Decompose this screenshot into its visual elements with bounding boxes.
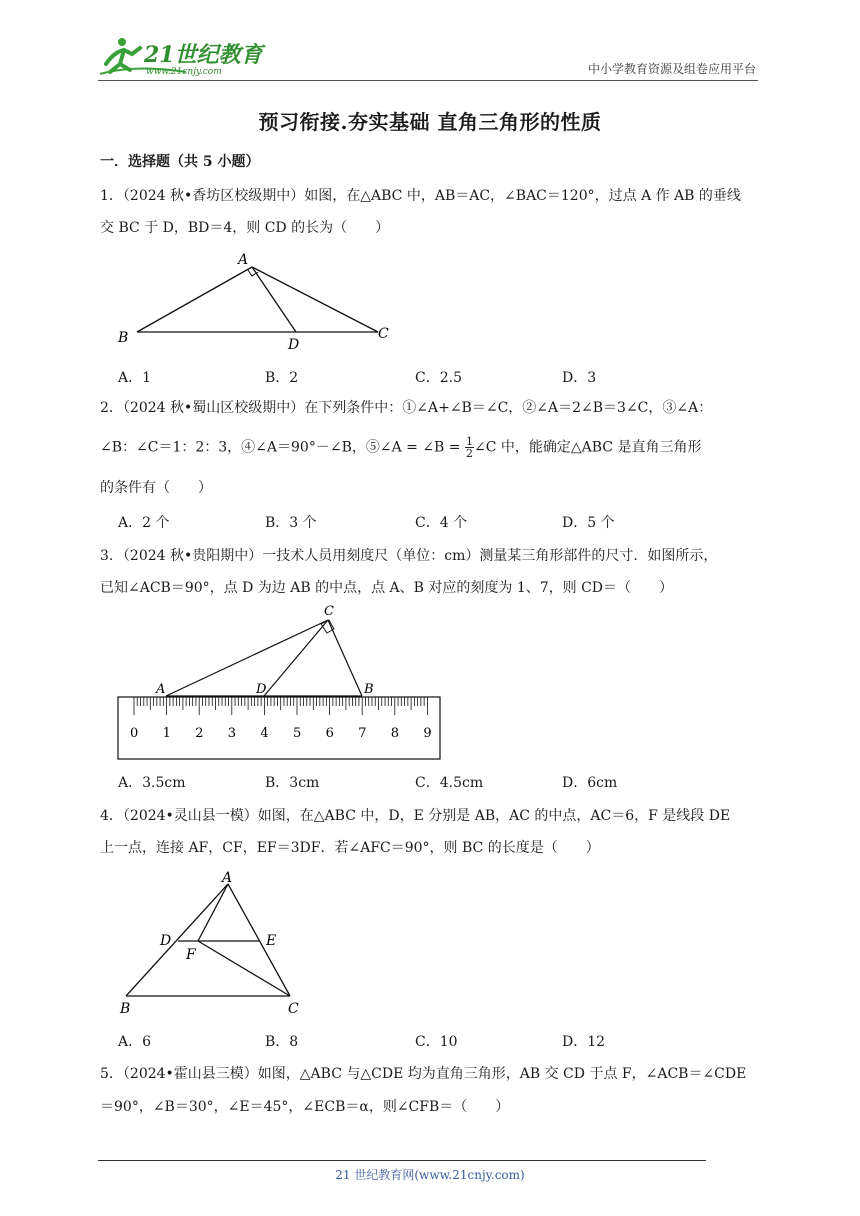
q3-label-d: D [256, 682, 267, 697]
ruler-number: 4 [260, 726, 269, 741]
q3-option-a[interactable]: A．3.5cm [118, 775, 186, 791]
q4-label-f: F [186, 947, 196, 963]
q1-label-a: A [238, 252, 249, 268]
q4-label-e: E [266, 933, 277, 949]
q2-option-d[interactable]: D．5 个 [562, 515, 615, 531]
ruler-number: 5 [293, 726, 302, 741]
q1-option-d[interactable]: D．3 [562, 370, 597, 386]
ruler-number: 8 [390, 726, 400, 741]
q1-figure [110, 250, 410, 354]
q1-label-c: C [378, 326, 389, 342]
footer-text: 21 世纪教育网(www.21cnjy.com) [335, 1168, 525, 1182]
ruler-number: 7 [358, 726, 367, 741]
q3-label-a: A [156, 682, 166, 697]
q2-line2-end: ∠C 中，能确定△ABC 是直角三角形 [473, 439, 702, 456]
section-heading: 一．选择题（共 5 小题） [100, 154, 260, 170]
q3-figure [116, 600, 446, 770]
q4-option-a[interactable]: A．6 [118, 1034, 152, 1050]
header-platform-text: 中小学教育资源及组卷应用平台 [587, 62, 756, 76]
q2-line3: 的条件有（ ） [100, 480, 212, 496]
ruler-number: 9 [423, 726, 432, 741]
q2-option-a[interactable]: A．2 个 [118, 515, 170, 531]
q4-option-c[interactable]: C．10 [415, 1034, 458, 1050]
q4-option-d[interactable]: D．12 [562, 1034, 606, 1050]
q3-option-d[interactable]: D．6cm [562, 775, 618, 791]
ruler-number: 3 [227, 726, 237, 741]
q3-option-b[interactable]: B．3cm [265, 775, 320, 791]
q2-frac-num: 1 [465, 435, 473, 448]
page-title: 预习衔接.夯实基础 直角三角形的性质 [258, 110, 602, 134]
q4-figure [112, 868, 312, 1022]
q4-label-d: D [160, 933, 172, 949]
header-divider [98, 80, 758, 81]
ruler-number: 2 [195, 726, 204, 741]
ruler-number: 0 [130, 726, 139, 741]
q3-line2: 已知∠ACB＝90°，点 D 为边 AB 的中点，点 A、B 对应的刻度为 1、7，则 CD＝（ ） [100, 580, 674, 596]
q4-option-b[interactable]: B．8 [265, 1034, 299, 1050]
q4-line2: 上一点，连接 AF，CF，EF＝3DF．若∠AFC＝90°，则 BC 的长度是（ ） [100, 840, 600, 856]
ruler-number: 1 [162, 726, 171, 741]
q2-option-c[interactable]: C．4 个 [415, 515, 468, 531]
q2-line2-start: ∠B：∠C＝1：2：3，④∠A＝90°－∠B，⑤∠A = ∠B = [100, 439, 465, 456]
q3-label-b: B [364, 682, 374, 697]
q1-label-b: B [118, 330, 129, 346]
q4-label-a: A [222, 870, 233, 886]
q5-line2: ＝90°，∠B＝30°，∠E＝45°，∠ECB＝α，则∠CFB＝（ ） [100, 1099, 510, 1115]
logo [96, 34, 266, 78]
q2-option-b[interactable]: B．3 个 [265, 515, 317, 531]
q4-label-b: B [120, 1001, 131, 1017]
q1-option-a[interactable]: A．1 [118, 370, 152, 386]
q5-line1: 5．（2024•霍山县三模）如图，△ABC 与△CDE 均为直角三角形，AB 交 CD 于点 F，∠ACB＝∠CDE [100, 1066, 747, 1082]
ruler-number: 6 [325, 726, 334, 741]
footer-divider [98, 1160, 706, 1161]
q1-option-c[interactable]: C．2.5 [415, 370, 462, 386]
q1-label-d: D [288, 337, 300, 350]
q1-option-b[interactable]: B．2 [265, 370, 299, 386]
q2-line2 [100, 436, 701, 459]
q3-option-c[interactable]: C．4.5cm [415, 775, 484, 791]
q1-line2: 交 BC 于 D，BD＝4，则 CD 的长为（ ） [100, 220, 390, 236]
logo-url: www.21cnjy.com [146, 67, 222, 77]
q4-line1: 4．（2024•灵山县一模）如图，在△ABC 中，D，E 分别是 AB，AC 的中点，AC＝6，F 是线段 DE [100, 808, 731, 824]
q2-line1: 2．（2024 秋•蜀山区校级期中）在下列条件中：①∠A+∠B＝∠C，②∠A＝2∠B＝3∠C，③∠A： [100, 400, 713, 416]
q1-line1: 1．（2024 秋•香坊区校级期中）如图，在△ABC 中，AB＝AC，∠BAC＝120°，过点 A 作 AB 的垂线 [100, 188, 741, 204]
q4-label-c: C [288, 1001, 299, 1017]
q3-line1: 3．（2024 秋•贵阳期中）一技术人员用刻度尺（单位：cm）测量某三角形部件的尺寸．如图所示， [100, 548, 718, 564]
q2-fraction [465, 436, 474, 459]
logo-text: 21世纪教育 [144, 42, 263, 68]
q2-frac-den: 2 [465, 447, 473, 460]
q3-label-c: C [324, 604, 334, 619]
